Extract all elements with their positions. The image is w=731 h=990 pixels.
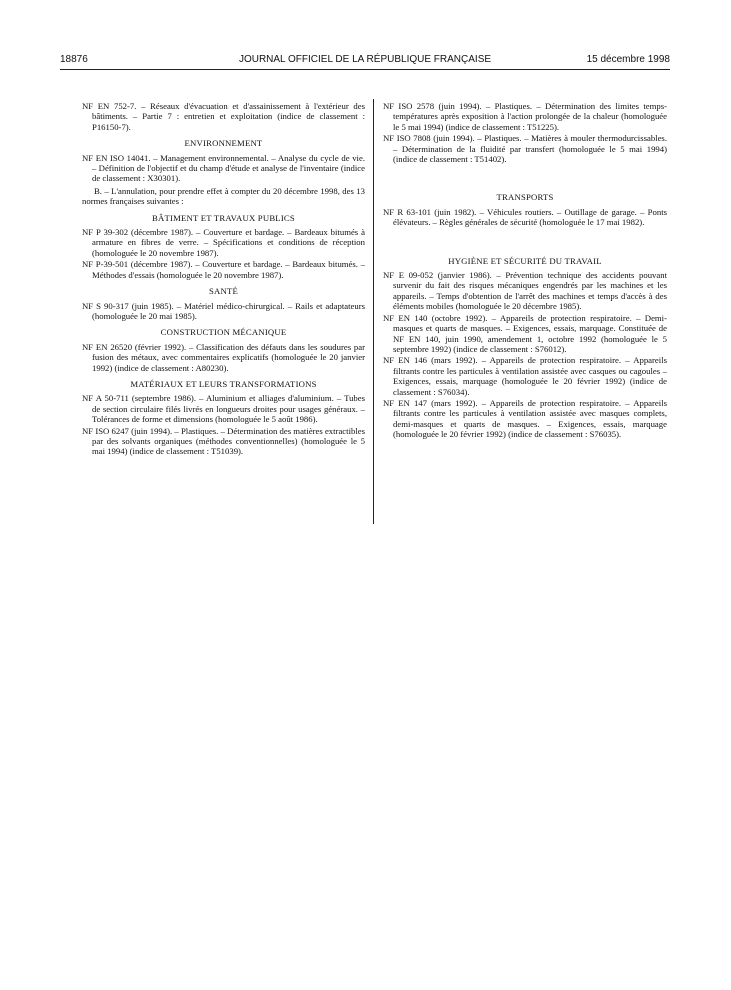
column-divider <box>373 99 374 524</box>
standard-entry: NF ISO 6247 (juin 1994). – Plastiques. – Détermination des matières extractibles par des solvants organiques (méthodes conventionnelles) (homologuée le 5 mai 1994) (indice de classement : T51039). <box>82 425 365 457</box>
section-heading: HYGIÈNE ET SÉCURITÉ DU TRAVAIL <box>448 255 602 266</box>
standard-entry: NF P-39-501 (décembre 1987). – Couverture et bardage. – Bardeaux bitumés. – Méthodes d'essais (homologuée le 20 novembre 1987). <box>82 259 365 280</box>
standard-entry: NF P 39-302 (décembre 1987). – Couverture et bardage. – Bardeaux bitumés à armature en fibres de verre. – Spécifications et conditions de réception (homologuée le 20 novembre 1987). <box>82 227 365 258</box>
page-number: 18876 <box>60 54 88 65</box>
standard-entry: NF A 50-711 (septembre 1986). – Aluminium et alliages d'aluminium. – Tubes de section circulaire filés livrés en longueurs droites pour usages généraux. – Tolérances de forme et dimensions (homologuée le 5 août 1986). <box>82 393 365 425</box>
publication-date: 15 décembre 1998 <box>586 54 670 65</box>
standard-entry: NF S 90-317 (juin 1985). – Matériel médico-chirurgical. – Rails et adaptateurs (homologuée le 20 mai 1985). <box>82 300 365 321</box>
standard-entry: NF EN ISO 14041. – Management environnemental. – Analyse du cycle de vie. – Définition de l'objectif et du champ d'étude et analyse de l'inventaire (indice de classement : X30301). <box>82 152 365 184</box>
section-heading: CONSTRUCTION MÉCANIQUE <box>160 327 287 338</box>
standard-entry: NF ISO 7808 (juin 1994). – Plastiques. – Matières à mouler thermodurcissables. – Détermination de la fluidité par transfert (homologuée le 5 mai 1994) (indice de classement : T51402). <box>383 133 667 165</box>
standard-entry: NF EN 752-7. – Réseaux d'évacuation et d'assainissement à l'extérieur des bâtiments. – Partie 7 : entretien et exploitation (indice de classement : P16150-7). <box>82 101 365 132</box>
journal-title: JOURNAL OFFICIEL DE LA RÉPUBLIQUE FRANÇAISE <box>238 54 492 65</box>
standard-entry: NF EN 146 (mars 1992). – Appareils de protection respiratoire. – Appareils filtrants contre les particules à ventilation assistée avec casques ou cagoules – Exigences, essais, marquage (homologuée le 20 février 1992) (indice de classement : S76034). <box>383 355 667 397</box>
standard-entry: NF EN 140 (octobre 1992). – Appareils de protection respiratoire. – Demi-masques et quarts de masques. – Exigences, essais, marquage. Constituée de NF EN 140, juin 1990, amendement 1, octobre 1992 (homologuée le 5 septembre 1992) (indice de classement : S76012). <box>383 312 667 354</box>
section-heading: SANTÉ <box>209 286 238 297</box>
standard-entry: NF EN 147 (mars 1992). – Appareils de protection respiratoire. – Appareils filtrants contre les particules à ventilation assistée avec masques complets, demi-masques et quarts de masques. – Exigences, essais, marquage (homologuée le 20 février 1992) (indice de classement : S76035). <box>383 397 667 440</box>
annulation-paragraph: B. – L'annulation, pour prendre effet à compter du 20 décembre 1998, des 13 normes françaises suivantes : <box>82 185 365 207</box>
page-header <box>60 54 670 68</box>
section-heading: TRANSPORTS <box>496 192 554 203</box>
section-heading: MATÉRIAUX ET LEURS TRANSFORMATIONS <box>130 378 317 389</box>
header-rule <box>60 69 670 70</box>
section-heading: BÂTIMENT ET TRAVAUX PUBLICS <box>152 212 295 223</box>
standard-entry: NF ISO 2578 (juin 1994). – Plastiques. – Détermination des limites temps-températures après exposition à l'action prolongée de la chaleur (homologuée le 5 mai 1994) (indice de classement : T51225). <box>383 101 667 132</box>
standard-entry: NF EN 26520 (février 1992). – Classification des défauts dans les soudures par fusion des métaux, avec commentaires explicatifs (homologuée le 20 janvier 1992) (indice de classement : A80230). <box>82 341 365 373</box>
right-column <box>383 101 667 441</box>
standard-entry: NF E 09-052 (janvier 1986). – Prévention technique des accidents pouvant survenir du fait des risques mécaniques engendrés par les machines et les appareils. – Temps d'obtention de l'arrêt des machines et temps d'accès à des éléments mobiles (homologuée le 20 décembre 1985). <box>383 270 667 312</box>
left-column <box>82 101 365 458</box>
standard-entry: NF R 63-101 (juin 1982). – Véhicules routiers. – Outillage de garage. – Ponts élévateurs. – Règles générales de sécurité (homologuée le 17 mai 1982). <box>383 206 667 228</box>
section-heading: ENVIRONNEMENT <box>184 138 263 149</box>
